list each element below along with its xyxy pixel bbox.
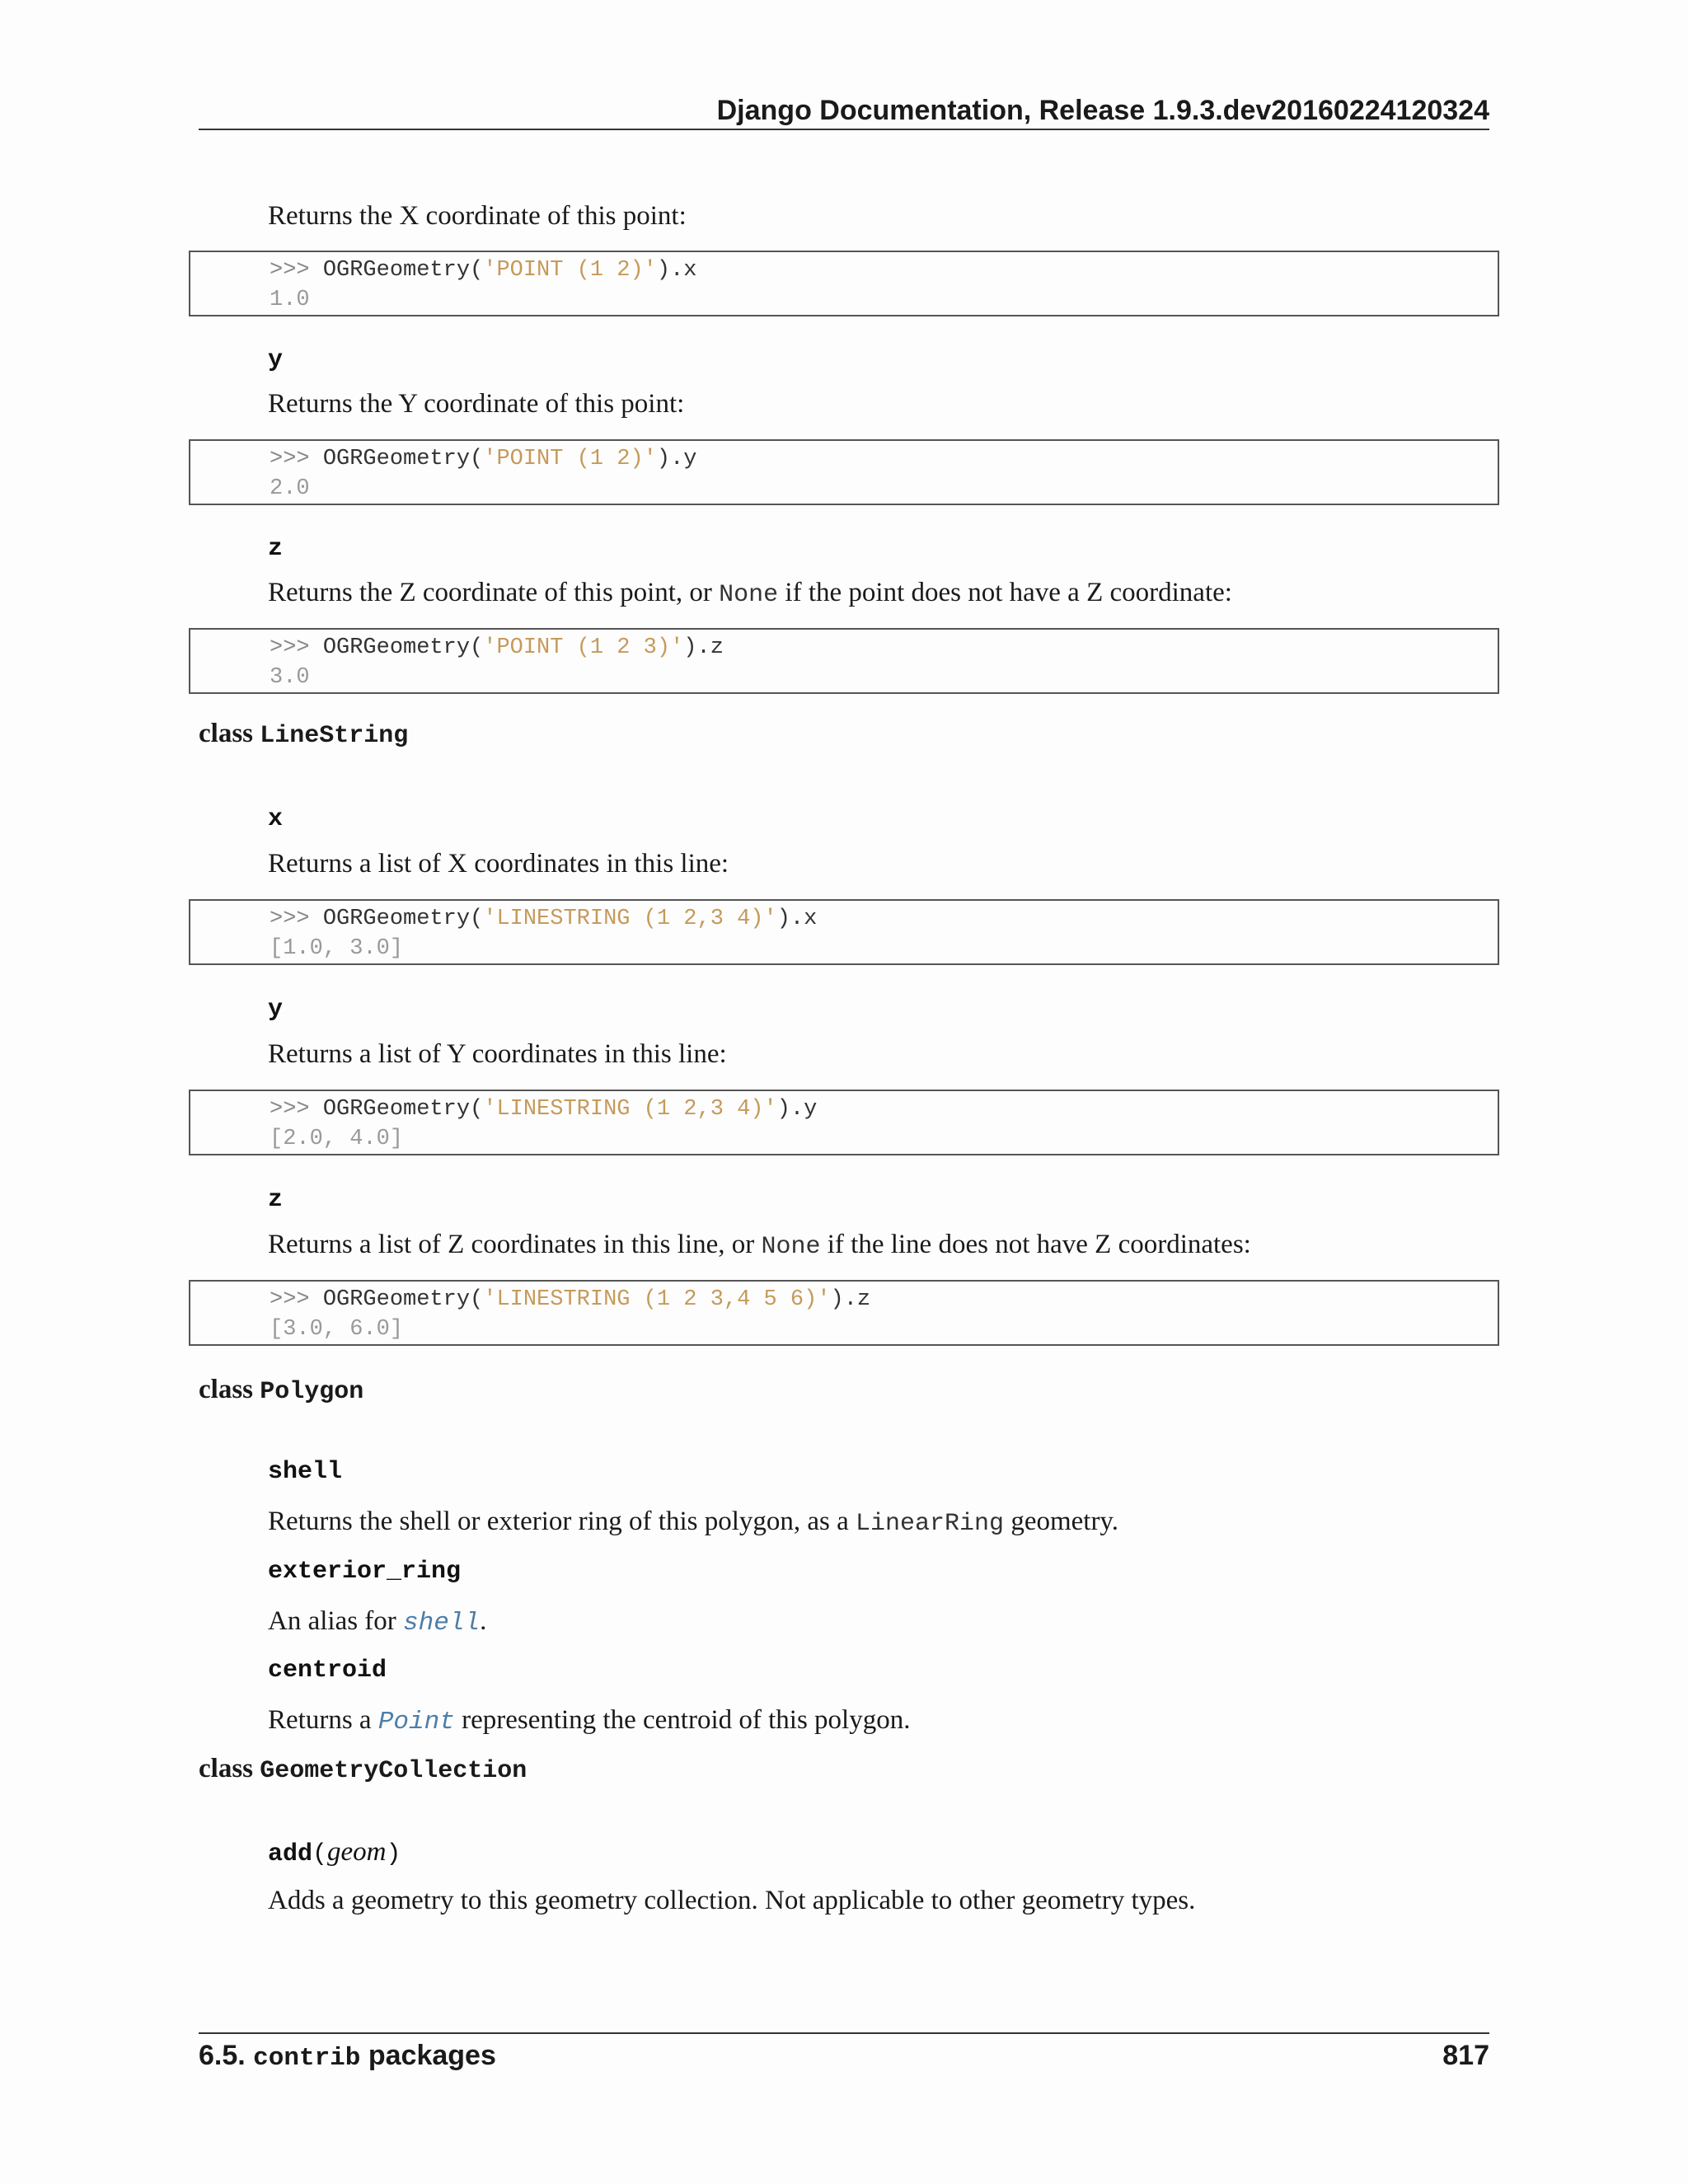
shell-description: Returns the shell or exterior ring of this polygon, as a LinearRing geometry. bbox=[268, 1507, 1119, 1538]
class-linestring-heading: class LineString bbox=[199, 719, 409, 750]
page-header bbox=[199, 91, 1489, 130]
attribute-exterior-ring: exterior_ring bbox=[268, 1558, 462, 1586]
page-number: 817 bbox=[1442, 2040, 1489, 2071]
param-geom: geom bbox=[327, 1837, 387, 1867]
linestring-z-description: Returns a list of Z coordinates in this line, or None if the line does not have Z coordinates: bbox=[268, 1230, 1251, 1261]
attribute-y: y bbox=[268, 346, 284, 374]
attribute-z: z bbox=[268, 535, 284, 563]
code-output: [2.0, 4.0] bbox=[270, 1127, 404, 1151]
point-y-description: Returns the Y coordinate of this point: bbox=[268, 389, 685, 419]
document-title: Django Documentation, Release 1.9.3.dev20160224120324 bbox=[716, 95, 1489, 126]
code-block-point-y: >>> OGRGeometry('POINT (1 2)').y 2.0 bbox=[189, 439, 1499, 505]
code-output: [3.0, 6.0] bbox=[270, 1317, 404, 1342]
method-add: add(geom) bbox=[268, 1837, 401, 1868]
code-block-point-x: >>> OGRGeometry('POINT (1 2)').x 1.0 bbox=[189, 251, 1499, 316]
attribute-centroid: centroid bbox=[268, 1657, 387, 1685]
page-footer bbox=[199, 2032, 1489, 2075]
attribute-y: y bbox=[268, 996, 284, 1024]
add-description: Adds a geometry to this geometry collection. Not applicable to other geometry types. bbox=[268, 1886, 1196, 1915]
attribute-z: z bbox=[268, 1186, 284, 1214]
footer-section: 6.5. contrib packages bbox=[199, 2040, 496, 2073]
linestring-y-description: Returns a list of Y coordinates in this line: bbox=[268, 1039, 727, 1069]
point-z-description: Returns the Z coordinate of this point, or None if the point does not have a Z coordinate: bbox=[268, 578, 1232, 609]
centroid-description: Returns a Point representing the centroid of this polygon. bbox=[268, 1705, 911, 1736]
class-geometrycollection-heading: class GeometryCollection bbox=[199, 1754, 528, 1785]
code-output: 3.0 bbox=[270, 665, 310, 690]
shell-link[interactable]: shell bbox=[403, 1609, 481, 1638]
code-output: [1.0, 3.0] bbox=[270, 936, 404, 961]
code-output: 1.0 bbox=[270, 288, 310, 312]
exterior-ring-description: An alias for shell. bbox=[268, 1606, 487, 1638]
attribute-shell: shell bbox=[268, 1458, 343, 1486]
code-block-linestring-z: >>> OGRGeometry('LINESTRING (1 2 3,4 5 6)').z [3.0, 6.0] bbox=[189, 1280, 1499, 1346]
code-block-point-z: >>> OGRGeometry('POINT (1 2 3)').z 3.0 bbox=[189, 628, 1499, 694]
code-block-linestring-x: >>> OGRGeometry('LINESTRING (1 2,3 4)').x [1.0, 3.0] bbox=[189, 899, 1499, 965]
class-polygon-heading: class Polygon bbox=[199, 1375, 364, 1406]
attribute-x: x bbox=[268, 805, 284, 833]
code-block-linestring-y: >>> OGRGeometry('LINESTRING (1 2,3 4)').y [2.0, 4.0] bbox=[189, 1090, 1499, 1155]
linestring-x-description: Returns a list of X coordinates in this line: bbox=[268, 849, 729, 879]
point-x-description: Returns the X coordinate of this point: bbox=[268, 201, 687, 231]
code-output: 2.0 bbox=[270, 476, 310, 501]
point-link[interactable]: Point bbox=[377, 1708, 455, 1736]
